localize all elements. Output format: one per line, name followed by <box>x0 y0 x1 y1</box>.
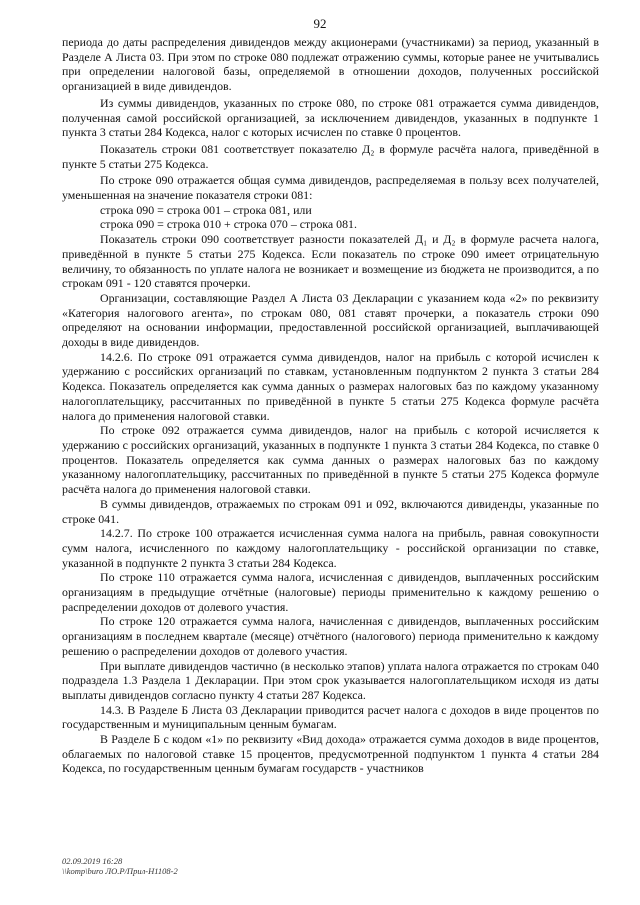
paragraph: В суммы дивидендов, отражаемых по строкам 091 и 092, включаются дивиденды, указанные по строке 041. <box>62 496 599 526</box>
footer-file-path: \\komp\buro ЛО.Р/Прил-Н1108-2 <box>62 866 178 876</box>
paragraph: При выплате дивидендов частично (в несколько этапов) уплата налога отражается по строкам 040 подраздела 1.3 Раздела 1 Декларации. При этом срок указывается налогоплательщиком исходя из даты выплаты дивидендов согласно пункту 4 статьи 287 Кодекса. <box>62 658 599 702</box>
section-14-2-6: 14.2.6. По строке 091 отражается сумма дивидендов, налог на прибыль с которой исчислен к удержанию с российских организаций по ставкам, установленным подпунктом 2 пункта 3 статьи 284 Кодекса. Показатель определяется как сумма данных о размерах налоговых баз по каждому указанному налогоплательщику, рассчитанных по приведённой в пункте 5 статьи 275 Кодекса формуле расчёта налога до применения налоговой ставки. <box>62 349 599 423</box>
footer-timestamp: 02.09.2019 16:28 <box>62 856 123 866</box>
paragraph: По строке 120 отражается сумма налога, начисленная с дивидендов, выплаченных российским организациям в последнем квартале (месяце) отчётного (налогового) периода применительно к каждому решению о распределении доходов от долевого участия. <box>62 614 599 658</box>
footer-stamp <box>62 856 178 876</box>
paragraph: Показатель строки 081 соответствует показателю Д₂ в формуле расчёта налога, приведённой в пункте 5 статьи 275 Кодекса. <box>62 141 599 171</box>
page-number: 92 <box>313 16 327 31</box>
formula-line: строка 090 = строка 010 + строка 070 – строка 081. <box>100 217 357 232</box>
paragraph: периода до даты распределения дивидендов между акционерами (участниками) за период, указанный в Разделе А Листа 03. При этом по строке 080 подлежат отражению суммы, которые ранее не учитывались при определении налоговой базы, определяемой в отношении доходов, полученных российской организацией в виде дивидендов. <box>62 35 599 94</box>
section-14-3: 14.3. В Разделе Б Листа 03 Декларации приводится расчет налога с доходов в виде процентов по государственным и муниципальным ценным бумагам. <box>62 702 599 732</box>
paragraph: По строке 090 отражается общая сумма дивидендов, распределяемая в пользу всех получателей, уменьшенная на значение показателя строки 081: <box>62 173 599 203</box>
paragraph: Из суммы дивидендов, указанных по строке 080, по строке 081 отражается сумма дивидендов, полученная самой российской организацией, за исключением дивидендов, указанных в подпункте 1 пункта 3 статьи 284 Кодекса, налог с которых исчислен по ставке 0 процентов. <box>62 95 599 140</box>
paragraph: Организации, составляющие Раздел А Листа 03 Декларации с указанием кода «2» по реквизиту «Категория налогового агента», по строкам 080, 081 ставят прочерки, а показатель строки 090 определяют на основании информации, предоставленной российской организацией, выплачивающей доходы в виде дивидендов. <box>62 290 599 350</box>
document-body <box>62 35 599 776</box>
section-14-2-7: 14.2.7. По строке 100 отражается исчисленная сумма налога на прибыль, равная совокупности сумм налога, исчисленного по каждому налогоплательщику - российской организации по ставке, указанной в подпункте 2 пункта 3 статьи 284 Кодекса. <box>62 526 599 570</box>
paragraph: По строке 092 отражается сумма дивидендов, налог на прибыль с которой исчисляется к удержанию с российских организаций, указанных в подпункте 1 пункта 3 статьи 284 Кодекса, по ставке 0 процентов. Показатель определяется как сумма данных о размерах налоговых баз по каждому указанному налогоплательщику, рассчитанных по приведённой в пункте 5 статьи 275 Кодекса формуле расчёта налога до применения налоговой ставки. <box>62 423 599 497</box>
paragraph: В Разделе Б с кодом «1» по реквизиту «Вид дохода» отражается сумма доходов в виде процентов, облагаемых по налоговой ставке 15 процентов, предусмотренной подпунктом 1 пункта 4 статьи 284 Кодекса, по государственным ценным бумагам государств - участников <box>62 732 599 776</box>
formula-line: строка 090 = строка 001 – строка 081, или <box>100 202 312 217</box>
paragraph: Показатель строки 090 соответствует разности показателей Д₁ и Д₂ в формуле расчета налога, приведённой в пункте 5 статьи 275 Кодекса. Если показатель по строке 090 имеет отрицательную величину, то обязанность по уплате налога не возникает и возмещение из бюджета не производится, а по строкам 091 - 120 ставятся прочерки. <box>62 232 599 291</box>
paragraph: По строке 110 отражается сумма налога, исчисленная с дивидендов, выплаченных российским организациям в предыдущие отчётные (налоговые) периоды применительно к каждому решению о распределении доходов от долевого участия. <box>62 570 599 614</box>
